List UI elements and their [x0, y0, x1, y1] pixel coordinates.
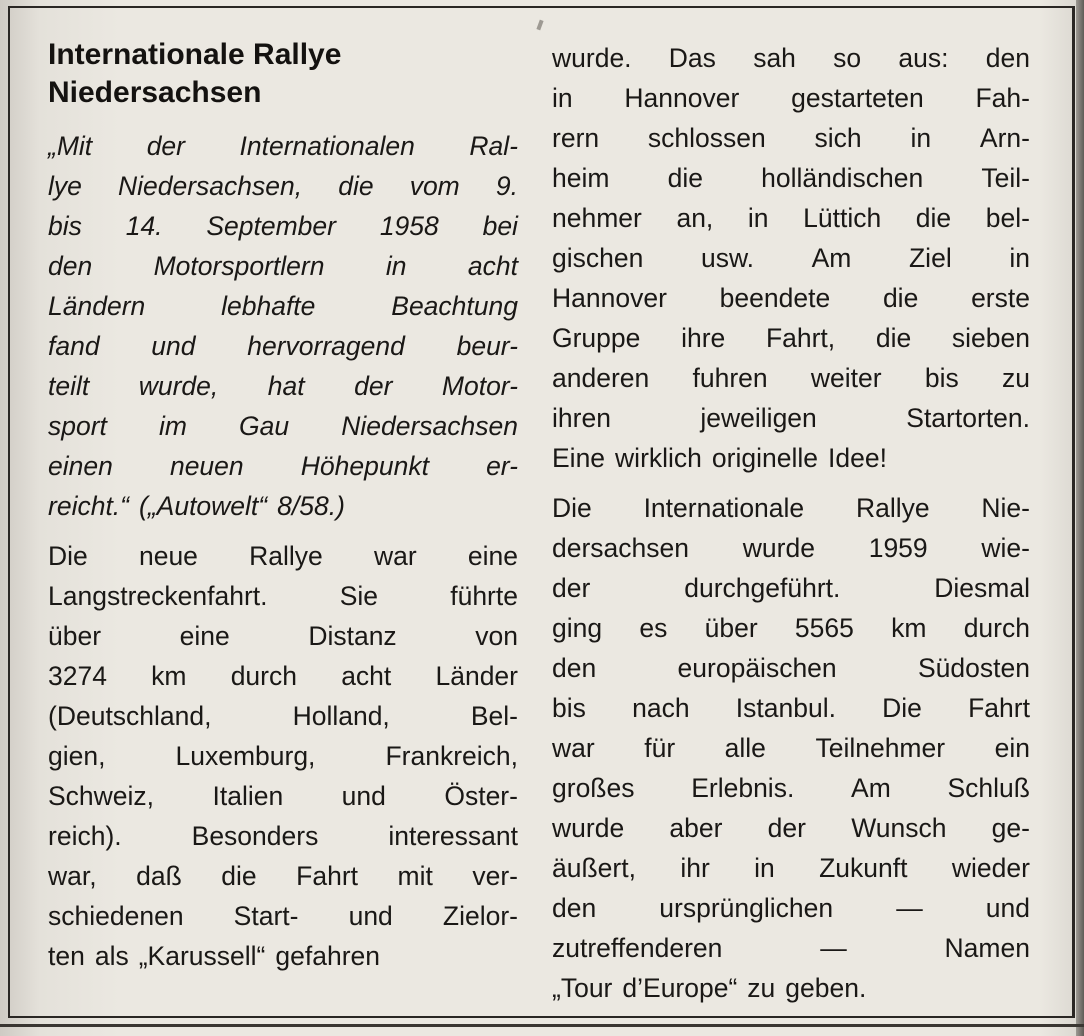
text-line: den europäischen Südosten — [552, 653, 1030, 683]
paragraph-2 — [552, 38, 1030, 478]
text-line: äußert, ihr in Zukunft wieder — [552, 853, 1030, 883]
text-line: reicht.“ („Autowelt“ 8/58.) — [48, 491, 345, 521]
text-line: Die neue Rallye war eine — [48, 541, 518, 571]
text-line: wurde. Das sah so aus: den — [552, 43, 1030, 73]
text-line: in Hannover gestarteten Fah- — [552, 83, 1030, 113]
bottom-rule — [0, 1024, 1084, 1027]
text-line: „Tour d’Europe“ zu geben. — [552, 973, 867, 1003]
text-line: Schweiz, Italien und Öster- — [48, 781, 518, 811]
text-line: war, daß die Fahrt mit ver- — [48, 861, 518, 891]
text-line: bis nach Istanbul. Die Fahrt — [552, 693, 1030, 723]
text-line: Hannover beendete die erste — [552, 283, 1030, 313]
title-line: Niedersachsen — [48, 76, 262, 109]
text-line: war für alle Teilnehmer ein — [552, 733, 1030, 763]
text-line: zutreffenderen — Namen — [552, 933, 1030, 963]
text-line: ten als „Karussell“ gefahren — [48, 941, 380, 971]
paragraph-3 — [552, 488, 1030, 1008]
text-line: Die Internationale Rallye Nie- — [552, 493, 1030, 523]
text-line: gien, Luxemburg, Frankreich, — [48, 741, 518, 771]
text-line: 3274 km durch acht Länder — [48, 661, 518, 691]
text-line: „Mit der Internationalen Ral- — [48, 131, 518, 161]
text-line: lye Niedersachsen, die vom 9. — [48, 171, 518, 201]
text-line: großes Erlebnis. Am Schluß — [552, 773, 1030, 803]
paragraph-1 — [48, 536, 518, 976]
text-line: Gruppe ihre Fahrt, die sieben — [552, 323, 1030, 353]
text-line: ihren jeweiligen Startorten. — [552, 403, 1030, 433]
text-line: den Motorsportlern in acht — [48, 251, 518, 281]
text-line: schiedenen Start- und Zielor- — [48, 901, 518, 931]
text-line: fand und hervorragend beur- — [48, 331, 518, 361]
text-line: reich). Besonders interessant — [48, 821, 518, 851]
text-line: sport im Gau Niedersachsen — [48, 411, 518, 441]
text-line: gischen usw. Am Ziel in — [552, 243, 1030, 273]
text-line: über eine Distanz von — [48, 621, 518, 651]
text-line: anderen fuhren weiter bis zu — [552, 363, 1030, 393]
text-line: (Deutschland, Holland, Bel- — [48, 701, 518, 731]
quote-block — [48, 126, 518, 526]
page-edge-shadow — [1076, 0, 1084, 1036]
title-line: Internationale Rallye — [48, 38, 342, 71]
text-line: bis 14. September 1958 bei — [48, 211, 518, 241]
text-line: Langstreckenfahrt. Sie führte — [48, 581, 518, 611]
text-line: wurde aber der Wunsch ge- — [552, 813, 1030, 843]
text-line: heim die holländischen Teil- — [552, 163, 1030, 193]
text-line: Eine wirklich originelle Idee! — [552, 443, 887, 473]
text-line: dersachsen wurde 1959 wie- — [552, 533, 1030, 563]
text-line: einen neuen Höhepunkt er- — [48, 451, 518, 481]
text-line: teilt wurde, hat der Motor- — [48, 371, 518, 401]
text-line: den ursprünglichen — und — [552, 893, 1030, 923]
text-line: Ländern lebhafte Beachtung — [48, 291, 518, 321]
article-title — [48, 36, 518, 112]
text-line: ging es über 5565 km durch — [552, 613, 1030, 643]
left-column — [48, 36, 518, 976]
text-line: nehmer an, in Lüttich die bel- — [552, 203, 1030, 233]
text-line: der durchgeführt. Diesmal — [552, 573, 1030, 603]
text-line: rern schlossen sich in Arn- — [552, 123, 1030, 153]
right-column — [552, 38, 1030, 1008]
